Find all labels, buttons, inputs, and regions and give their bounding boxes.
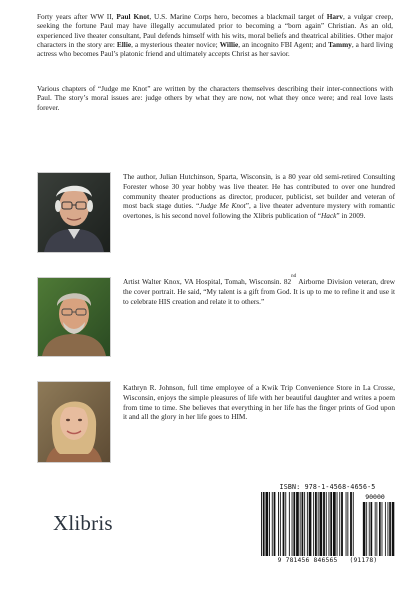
isbn-label: ISBN: 978-1-4568-4656-5 xyxy=(279,483,376,491)
previous-book-title: Hack xyxy=(321,211,337,221)
barcode-graphic xyxy=(259,492,396,556)
artist-bio: Artist Walter Knox, VA Hospital, Tomah, Wisconsin. 82nd Airborne Division veteran, drew the cover portrait. He said, “My talent is a gift from God. It is up to me to refine it and use it to celebrate HIS creation and relate it to others.” xyxy=(123,274,395,306)
book-title: Judge Me Knot xyxy=(199,201,246,211)
price-code: 90000 xyxy=(365,493,385,501)
synopsis-paragraph: Forty years after WW II, Paul Knot, U.S. Marine Corps hero, becomes a blackmail target of Harv, a vulgar creep, seeking the fortune Paul may have illegally accumulated prior to becoming a “born again” Christian. As an old, experienced live theater consultant, Paul defends himself with his wits, moral beliefs and theatrical abilities. Other major characters in the story are: Ellie, a mysterious theater novice; Willie, an incognito FBI Agent; and Tammy, a hard living actress who becomes Paul’s platonic friend and ultimately accepts Christ as her savior. xyxy=(37,12,394,59)
artist-photo xyxy=(37,277,111,357)
character-willie: Willie xyxy=(219,39,239,49)
author-photo xyxy=(37,172,111,253)
character-tammy: Tammy xyxy=(328,39,352,49)
xlibris-logo: Xlibris xyxy=(53,511,113,535)
character-ellie: Ellie xyxy=(116,39,132,49)
character-paul-knot: Paul Knot xyxy=(116,12,150,21)
chapters-paragraph: Various chapters of “Judge me Knot” are written by the characters themselves describing their inter-connections with Paul. The story’s moral issues are: judge others by what they are now, not what they once were; and real love lasts forever. xyxy=(37,84,393,112)
author-bio: The author, Julian Hutchinson, Sparta, Wisconsin, is a 80 year old semi-retired Consulting Forester whose 30 year hobby was live theater. He has contributed to over one hundred community theater productions as director, producer, publicist, set builder and veteran of most back stage duties. “Judge Me Knot”, a live theater adventure mystery with romantic overtones, is his second novel following the Xlibris publication of “Hack” in 2009. xyxy=(123,172,395,221)
character-harv: Harv xyxy=(326,12,343,21)
poet-bio: Kathryn R. Johnson, full time employee of a Kwik Trip Convenience Store in La Crosse, Wisconsin, enjoys the simple pleasures of life with her beautiful daughter and writes a poem from time to time. She believes that everything in her life has the finger prints of God upon it and all the glory in her life goes to HIM. xyxy=(123,383,395,422)
barcode-block xyxy=(257,483,398,583)
poet-photo xyxy=(37,381,111,463)
barcode-digits: 9 781456 846565 (91178) xyxy=(277,557,378,564)
